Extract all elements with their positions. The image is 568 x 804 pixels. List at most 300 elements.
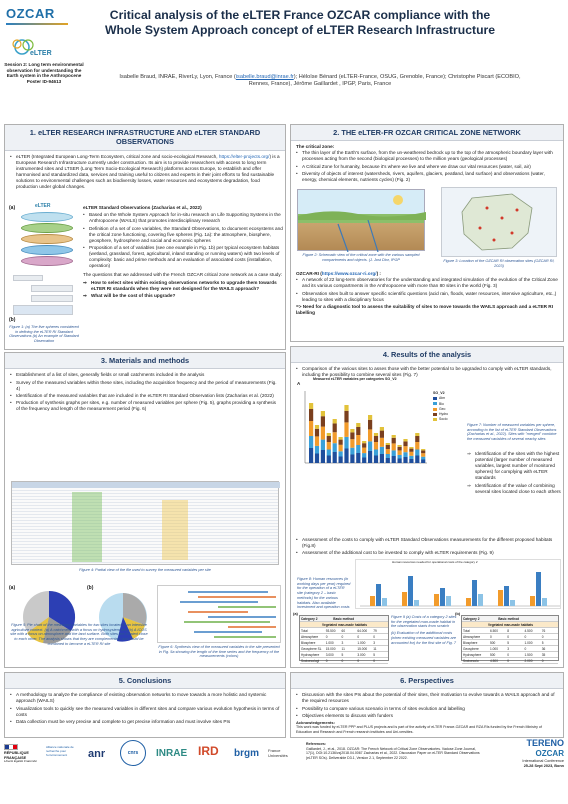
ozcar-footer-logo: OZCAR	[535, 749, 564, 759]
fig7-bar-segment	[398, 459, 402, 464]
legend-label: Bio	[439, 401, 444, 406]
fig7-plot-area	[301, 387, 429, 471]
table-cell: 1.000	[325, 640, 334, 645]
legend-swatch	[433, 402, 437, 405]
table-cell: 5	[541, 640, 544, 645]
fig8-chart-title: Human resources needed for operational costs of the category 2	[392, 560, 478, 564]
poster-title: Critical analysis of the eLTER France OZCAR compliance with the Whole System Approach concept of eLTER Research Infrastructure	[104, 8, 496, 37]
table-cell: 15.000	[325, 646, 336, 651]
fig7-bar-segment	[386, 458, 390, 463]
section-6-box	[290, 672, 564, 738]
fig7-bar-segment	[362, 443, 366, 447]
table-cell: 0	[507, 658, 510, 663]
legend-item	[433, 417, 463, 421]
fig8-bar	[472, 580, 477, 606]
table-cell: 5	[341, 652, 344, 657]
fig8-bar	[466, 598, 471, 606]
fig8-plot-area	[356, 566, 562, 610]
ozcar-header-logo	[6, 6, 68, 30]
fig8-bar	[530, 596, 535, 606]
brgm-logo: brgm	[234, 748, 259, 759]
table-cell: 5	[373, 652, 375, 657]
legend-item	[433, 412, 463, 416]
table-cell: 0	[373, 658, 375, 663]
table-cell: 35	[541, 652, 546, 657]
fig7-bar-segment	[309, 436, 313, 448]
fig8-bar	[370, 596, 375, 606]
table-cell: 60	[341, 628, 346, 633]
fig7-bar-segment	[403, 439, 407, 441]
fig8-bar	[478, 594, 483, 606]
fig7-bar-segment	[339, 451, 343, 456]
legend-title: SO_V2	[433, 391, 445, 395]
fig7-bar-segment	[344, 449, 348, 464]
fig7-bar-segment	[321, 440, 325, 450]
fig3-caption: Figure 3: Location of the OZCAR RI observation sites (OZCAR RI, 2023)	[443, 259, 555, 268]
ozcar-ri-link[interactable]: https://www.ozcar-ri.org/	[321, 271, 377, 276]
table-cell: 0	[524, 634, 527, 639]
table-b-header: Vegetated man-made habitats	[488, 622, 533, 627]
table-cell: Socioecologi	[301, 658, 320, 663]
table-b-method: Basic method	[498, 616, 520, 621]
fig7-bar-segment	[315, 454, 319, 464]
ozcar-logo-text: OZCAR	[6, 6, 55, 21]
fig7-bar-segment	[344, 422, 348, 437]
rf-logo: RÉPUBLIQUE FRANÇAISE Liberté Égalité Fraternité	[4, 744, 42, 764]
fig8-chart	[355, 559, 561, 609]
fig7-bar-segment	[409, 452, 413, 456]
fig7-bar-segment	[327, 433, 331, 436]
fig5-caption: Figure 5: Pie chart of the measured variables for two sites located in an intensive agriculture context. (a) A catchment with a focus on hydrosystem and (b) A ICOS site with a focus on atmosphere and the land surface. Both sites are located close to each other. The analysis shows that they are complementary and could be combined to become a eLTER RI site	[10, 623, 148, 646]
fig7-bar-segment	[386, 449, 390, 454]
ozcar-item: • A network of 22 long-term observatories for the understanding and integrated simulation of the evolution of the Critical Zone and its various compartments in the Anthropocene with more than 80 sites in the world (Fig. 3)	[296, 277, 560, 289]
fig8-bar	[504, 586, 509, 606]
table-cell: 0	[325, 658, 328, 663]
fig8-bar	[408, 576, 413, 606]
fig7-bar-segment	[356, 423, 360, 427]
fig2-caption: Figure 2: Schematic view of the critical zone with the various sampled compartments and objects. (J. Jost Dior, IPGP	[302, 253, 420, 262]
section-4-title: 4. Results of the analysis	[291, 347, 563, 363]
cost-item: • Assessment of the costs to comply with eLTER Standard Observations measurements for the different proposed habitats (Fig.8)	[296, 537, 560, 549]
fig8-bar	[376, 584, 381, 606]
fig7-bar-segment	[386, 445, 390, 449]
session-info: Session 2: Long term environmental observation for understanding the Earth system in the Anthropocene Poster ID-94613	[4, 62, 84, 85]
table-b-category: Category 2	[463, 616, 480, 621]
table-a-category: Category 2	[301, 616, 318, 621]
fig8-bar	[440, 588, 445, 606]
conclusion-item: • Data collection must be very precise and complete to get precise information and must involve sites PIs	[10, 719, 280, 725]
table-cell: 15.000	[357, 646, 368, 651]
table-cell: 6.500	[490, 628, 498, 633]
fig5-label-a: (a)	[9, 585, 16, 591]
table-cell: Socioecolo	[463, 658, 479, 663]
table-a-method: Basic method	[333, 616, 355, 621]
fig7-caption: Figure 7: Number of measured variables per sphere, according to the list of eLTER Standard Observations (Zacharias et al., 2022). Sites with "merged" combine the measured variables of several nearby sites	[467, 423, 557, 442]
allenvi-logo: Alliance nationale de recherche pour l'environnement	[46, 745, 74, 757]
fig7-bar-segment	[374, 433, 378, 436]
inrae-logo: INRAE	[156, 748, 188, 759]
fig8-caption: Figure 8: Human resources (in working days per year) required for the operation of a eLTER site (category 2 – basic methods) for the various habitats. Also available investment and operation costs	[297, 577, 351, 610]
table-cell: 4.500	[524, 628, 533, 633]
author-email-link[interactable]: isabelle.braud@inrae.fr	[235, 74, 294, 80]
legend-label: Hydro	[439, 412, 449, 417]
fig7-bar-segment	[398, 447, 402, 451]
fig8-bar	[542, 598, 547, 606]
table-cell: 0	[373, 634, 375, 639]
fig1-caption: Figure 1: (a) The five spheres considered in defining the eLTER RI Standard Observations (b) An example of Standard Observation	[9, 325, 79, 344]
section-4-box	[290, 346, 564, 668]
ozcar-ri-block	[296, 271, 560, 316]
fig7-bar-segment	[327, 442, 331, 450]
ozcar-heading: OZCAR-RI (https://www.ozcar-ri.org/) :	[296, 271, 381, 276]
cz-heading: The critical zone:	[296, 144, 335, 150]
fig7-bar-segment	[350, 432, 354, 439]
fig7-legend	[433, 391, 463, 422]
table-cell: 0	[507, 652, 510, 657]
perspective-item: • Possibility to compare various scenario in terms of sites evolution and labelling	[296, 706, 558, 712]
fig8-bar	[402, 592, 407, 606]
table-cell: Atmosphere	[301, 634, 319, 639]
fig7-bar-segment	[327, 450, 331, 456]
table-cell: 0	[507, 634, 510, 639]
table-cell: Biosphere	[463, 640, 478, 645]
questions-intro: The questions that we addressed with the French OZCAR critical zone network as a case study:	[83, 272, 283, 278]
table-cell: 500	[490, 652, 496, 657]
table-cell: 0	[325, 634, 328, 639]
fig7-bar-segment	[374, 450, 378, 456]
fig7-bar-segment	[333, 443, 337, 452]
fig7-bar-segment	[374, 436, 378, 442]
table-a-header: Vegetated man-made habitats	[322, 622, 367, 627]
question-2: ⇒ What will be the cost of this upgrade?	[83, 292, 176, 298]
fig7-bar-segment	[415, 436, 419, 442]
cost-assessment-block	[296, 537, 560, 558]
table-cell: 3	[507, 646, 510, 651]
method-item: • Production of synthesis graphs per sites, e.g. number of measured variables per sphere (Fig. 5), graphs providing a synthesis of the frequency and length of the measurement period (Fig. 6)	[10, 400, 280, 412]
table-cell: 1.000	[524, 640, 533, 645]
fig7-bar-segment	[356, 427, 360, 435]
ozcar-logo-bar	[6, 23, 68, 25]
fig7-bar-segment	[409, 447, 413, 449]
identify-item: ⇒ Identification of the sites with the highest potential (larger number of measured variables, largest number of monitored spheres) for complying with eLTER standards	[467, 451, 560, 481]
fig1a-spheres-diagram	[17, 203, 77, 271]
fig7-bar-segment	[368, 415, 372, 420]
fig7-bar-segment	[386, 454, 390, 458]
ird-logo: IRD	[198, 744, 219, 758]
fig7-bar-segment	[409, 449, 413, 452]
fig7-bar-segment	[421, 457, 425, 460]
fig7-bar-segment	[380, 427, 384, 431]
fig9-caption-b: (b) Evaluation of the additional costs (when existing measured variables are accounted for) for the first site of Fig. 7	[391, 631, 457, 645]
fig8-bar	[510, 600, 515, 606]
fig7-bar-segment	[398, 455, 402, 459]
table-cell: Hydrosphere	[463, 652, 482, 657]
authors	[110, 74, 530, 89]
legend-swatch	[433, 418, 437, 421]
fig7-bar-segment	[309, 421, 313, 436]
fig7-bar-segment	[315, 425, 319, 429]
fig7-bar-segment	[415, 442, 419, 450]
fig7-bar-segment	[403, 457, 407, 463]
section-2-title: 2. THE eLTER-FR OZCAR CRITICAL ZONE NETWORK	[291, 125, 563, 141]
fig7-bar-segment	[368, 451, 372, 463]
fig7-bar-segment	[415, 433, 419, 436]
table-cell: Geosphere SL	[301, 646, 322, 651]
table-cell: 1.000	[357, 640, 366, 645]
conclusion-item: • Visualization tools to quickly see the measured variables in different sites and compare various evolution hypothesis in terms of costs	[10, 706, 280, 718]
table-cell: 36	[541, 646, 546, 651]
table-cell: 3.000	[325, 652, 334, 657]
section-3-title: 3. Materials and methods	[5, 353, 285, 369]
table-cell: 0	[524, 646, 527, 651]
table-cell: 11	[341, 646, 345, 651]
elter-projects-link[interactable]: https://elter-projects.org/	[218, 153, 270, 159]
legend-swatch	[433, 413, 437, 416]
authors-part-2: ); Héloïse Bénard (eLTER-France, OSUG, Grenoble, France); Christophe Piscart (ECOBIO, Rennes, France), Jérôme Gaillardet , IPGP, Paris, France	[248, 74, 521, 88]
fig7-bar-segment	[362, 458, 366, 464]
section-5-box	[4, 672, 286, 738]
section-6-title: 6. Perspectives	[291, 673, 563, 689]
fig8-bar	[536, 572, 541, 606]
fig7-bar-segment	[392, 435, 396, 438]
fig9a-cost-table	[299, 615, 389, 661]
method-item: • Establishment of a list of sites, generally fields or small catchments included in the analysis	[10, 372, 280, 378]
table-cell: 0	[357, 634, 360, 639]
fig7-bar-segment	[386, 443, 390, 445]
fig9-label-b: (b)	[455, 611, 461, 616]
fig7-bar-segment	[309, 403, 313, 409]
fig7-bar-segment	[339, 457, 343, 464]
fig7-bar-segment	[403, 452, 407, 457]
fig7-bar-segment	[339, 437, 343, 440]
table-cell: 0	[341, 634, 344, 639]
fig8-bar	[414, 600, 419, 606]
fig7-bar-segment	[362, 453, 366, 457]
fig5-label-b: (b)	[87, 585, 94, 591]
fig7-bar-segment	[333, 432, 337, 443]
fig7-bar-segment	[339, 440, 343, 445]
fig1a-elter-label: eLTER	[35, 203, 51, 209]
legend-label: Atm	[439, 396, 446, 401]
table-cell: 3	[341, 640, 344, 645]
references-heading: References:	[306, 742, 327, 746]
table-cell: 0	[341, 658, 344, 663]
table-row	[300, 658, 388, 664]
ack-heading: Acknowledgements:	[296, 720, 335, 726]
fig7-bar-segment	[392, 443, 396, 450]
fig9-label-a: (a)	[293, 611, 298, 616]
section-1-intro: • eLTER (Integrated European Long-Term Ecosystem, critical zone and socio-ecological Research, https://elter-projects.org/) is a European Research Infrastructure currently under construction. Its aim is to provide researchers with access to long term instrumented sites and LTSER (Long Term Socio-Ecological Research) platforms across Europe, to establish and offer harmonised and standardized data, services and training useful to citizens and experts in their joint efforts to find sustainable solutions to environmental challenges such as biodiversity losses, water resources and ecosystems degradation, food production under global changes.	[10, 154, 280, 191]
fig7-bar-segment	[350, 448, 354, 455]
table-cell: 93.500	[325, 628, 336, 633]
ozcar-need: => Need for a diagnostic tool to assess the suitability of sites to move towards the WAILS approach and a eLTER RI labelling	[296, 303, 553, 316]
method-item: • Identification of the measured variables that are included in the eLTER RI Standard Observation lists (Zacharias et al. (2022)	[10, 393, 280, 399]
section-2-box	[290, 124, 564, 342]
fig7-bar-segment	[392, 450, 396, 456]
method-item: • Survey of the measured variables within these sites, including the acquisition frequency and the period of measurements (Fig. 4)	[10, 380, 280, 392]
fig7-bar-segment	[356, 453, 360, 463]
fig7-bar-segment	[403, 446, 407, 452]
fig7-bar-segment	[315, 429, 319, 437]
fig7-bar-segment	[421, 460, 425, 464]
legend-label: Geo	[439, 406, 446, 411]
references-block	[306, 742, 482, 760]
ozcar-item: • Observation sites built to answer specific scientific questions (acid rain, floods, water resources, intensive agriculture, etc.,) leading to sites with a disciplinary focus	[296, 291, 560, 303]
fig7-bar-segment	[315, 446, 319, 454]
table-cell: 1.500	[524, 652, 533, 657]
perspective-item: • Discussion with the sites PIs about the potential of their sites, their motivation to evolve towards a WAILS approach and of the required resources	[296, 692, 558, 704]
fig7-bar-segment	[315, 436, 319, 446]
perspective-item: • Objectives elements to discuss with funders	[296, 713, 558, 719]
fig7-bar-segment	[415, 456, 419, 464]
cz-item: • Diversity of objects of interest (watersheds, rivers, aquifers, glaciers, peatland, land surface) and observations (water, energy, chemical elements, nutrients cycles) (Fig. 2)	[296, 171, 558, 183]
cz-item: • The thin layer of the Earth's surface, from the un-weathered bedrock up to the top of the atmospheric boundary layer with processes acting from the second (biological processes) to the million years (geological processes)	[296, 150, 558, 162]
fig7-bar-segment	[392, 438, 396, 444]
legend-label: Socio	[439, 417, 448, 422]
fig7-panel-a-label: A	[297, 381, 301, 386]
section-1-title: 1. eLTER RESEARCH INFRASTRUCTURE AND eLTER STANDARD OBSERVATIONS	[5, 125, 285, 151]
fig7-bar-chart	[295, 377, 463, 473]
legend-swatch	[433, 408, 437, 411]
table-cell: 0	[541, 658, 544, 663]
fig8-bar	[382, 598, 387, 606]
fig7-bar-segment	[356, 445, 360, 453]
fig7-bar-segment	[415, 450, 419, 456]
table-cell: 76	[541, 628, 546, 633]
fig4-caption: Figure 4: Partial view of the file used to survey the measured variables per site	[79, 568, 211, 572]
section-3-box	[4, 352, 286, 668]
fig7-bar-segment	[380, 454, 384, 463]
fig9-caption-a: Figure 9 (a) Costs of a category 2 sites for the vegetated man-made habitat in the observation starts from scratch	[391, 615, 457, 629]
so-item: • Definition of a set of core variables, the Standard Observations, to document ecosystems and the critical zone functioning, covering five spheres (Fig. 1a): the atmosphere, biosphere, geosphere, hydrosphere and social and economic spheres	[83, 226, 283, 244]
ack-text: This work was funded by eLTER PPP and PLUS projects and is part of the activity of eLTER France-OZCAR and RZA RIs funded by the French Ministry of Education and Research and French research institutes and Uni-versities.	[296, 725, 542, 735]
fig7-bar-segment	[398, 450, 402, 455]
tereno-logo: TERENO	[526, 738, 564, 748]
table-cell: 11	[373, 646, 377, 651]
table-cell: Biosphere	[301, 640, 316, 645]
fig4-survey-spreadsheet	[11, 481, 279, 565]
fig7-bar-segment	[327, 456, 331, 464]
identification-block	[467, 451, 561, 495]
table-cell: 8	[507, 628, 510, 633]
legend-item	[433, 402, 463, 406]
fig1-label-a: (a)	[9, 205, 16, 211]
table-cell: 0	[490, 634, 492, 639]
legend-swatch	[433, 397, 437, 400]
fig7-bar-segment	[350, 439, 354, 448]
fig7-bar-segment	[392, 456, 396, 463]
fig7-bar-segment	[403, 441, 407, 446]
table-cell: 500	[490, 640, 496, 645]
fig7-bar-segment	[368, 420, 372, 430]
cost-item: • Assessment of the additional cost to be invested to comply with eLTER requirements (Fig. 9)	[296, 550, 560, 556]
fig6-caption: Figure 6: Synthesis view of the measured variables in the site presented in Fig. 5a showing the length of the time series and the frequency of the measurements (colors)	[158, 645, 280, 659]
table-row	[462, 658, 558, 664]
fig7-bar-segment	[333, 419, 337, 423]
fig7-bar-segment	[421, 450, 425, 453]
fig7-bar-segment	[333, 452, 337, 463]
cz-item: • A Critical Zone for humanity, because it's where we live and where we draw our vital resources (water, soil, air)	[296, 164, 558, 170]
fig7-bar-segment	[344, 411, 348, 423]
authors-part-1: Isabelle Braud, INRAE, RiverLy, Lyon, France (	[119, 74, 236, 80]
results-item: • Comparison of the various sites to asses those with the better potential to be upgraded to comply with eLTER standards, including the possibility to combine several sites (Fig. 7)	[296, 366, 558, 378]
fig7-bar-segment	[356, 435, 360, 445]
fig7-bar-segment	[421, 449, 425, 450]
fig1-label-b: (b)	[9, 317, 16, 323]
fig3-location-map	[441, 187, 557, 257]
fig7-bar-segment	[380, 431, 384, 438]
fig9b-cost-table	[461, 615, 559, 661]
table-cell: Geosphere	[463, 646, 479, 651]
fig8-bar	[434, 594, 439, 606]
fig7-bar-segment	[362, 448, 366, 454]
table-cell: 3	[373, 640, 375, 645]
fig2-critical-zone-diagram	[297, 189, 425, 251]
fig7-bar-segment	[362, 441, 366, 443]
fig7-bar-segment	[409, 456, 413, 459]
fig7-bar-segment	[333, 423, 337, 432]
conference-name: International Conference	[522, 759, 564, 764]
fig7-bar-segment	[321, 416, 325, 426]
references-text: Gaillardet, J., et al., 2018. OZCAR: The French Network of Critical Zone Observatories. Vadose Zone Journal, 17(1), DOI:10.2136/vzj2018.04.0067 Zacharias et al., 2022. Discussion Paper on eLTER Standard Observations (eLTER SOs). Deliverable D3.1, Version 2.1, September 22 2022.	[306, 746, 480, 760]
table-cell: Hydrosphere	[301, 652, 320, 657]
fig7-bar-segment	[344, 437, 348, 449]
so-heading: eLTER Standard Observations (Zacharias et al., 2022)	[83, 205, 202, 210]
legend-item	[433, 396, 463, 400]
france-universites-logo: France Universités	[268, 748, 288, 758]
fig7-bar-segment	[309, 409, 313, 421]
fig7-bar-segment	[374, 442, 378, 450]
fig7-bar-segment	[398, 445, 402, 447]
anr-logo: anr	[88, 748, 106, 760]
fig1b-standard-observation-example	[9, 275, 77, 321]
table-cell: 0	[541, 634, 544, 639]
question-1: ⇒ How to select sites within existing observations networks to upgrade them towards eLTER RI standards when they were not designed for the WAILS approach?	[83, 279, 277, 291]
fig7-chart-title: Measured eLTER variables per categories SO_V2	[313, 377, 397, 381]
fig7-bar-segment	[327, 436, 331, 442]
identify-item: ⇒ Identification of the value of combining several sites located close to each others	[467, 482, 561, 494]
table-cell: Total	[463, 628, 470, 633]
table-cell: 4.500	[490, 658, 498, 663]
conference-date: 25-28 Sept 2023, Bonn	[523, 763, 564, 768]
fig7-bar-segment	[321, 427, 325, 440]
elter-header-logo	[8, 36, 58, 62]
fig7-bar-segment	[350, 429, 354, 432]
cnrs-logo: cnrs	[120, 740, 146, 766]
table-cell: 5	[507, 640, 510, 645]
fig6-synthesis-view	[157, 585, 281, 643]
fig8-bar	[498, 590, 503, 606]
elter-logo-text: eLTER	[30, 50, 52, 57]
table-cell: 3.000	[357, 652, 366, 657]
fig7-bar-segment	[350, 455, 354, 464]
fig7-bar-segment	[421, 453, 425, 457]
fig7-bar-segment	[368, 429, 372, 441]
table-cell: 0	[357, 658, 360, 663]
fig8-bar	[446, 596, 451, 606]
fig7-bar-segment	[380, 447, 384, 454]
section-1-standard-observations	[83, 205, 283, 299]
table-cell: 2.000	[524, 658, 533, 663]
fig7-bar-segment	[339, 445, 343, 452]
table-cell: 79	[373, 628, 377, 633]
fig7-bar-segment	[368, 441, 372, 451]
legend-item	[433, 407, 463, 411]
table-cell: Atmosphere	[463, 634, 481, 639]
fig7-bar-segment	[374, 456, 378, 464]
table-cell: 64.000	[357, 628, 368, 633]
fig7-bar-segment	[409, 459, 413, 463]
